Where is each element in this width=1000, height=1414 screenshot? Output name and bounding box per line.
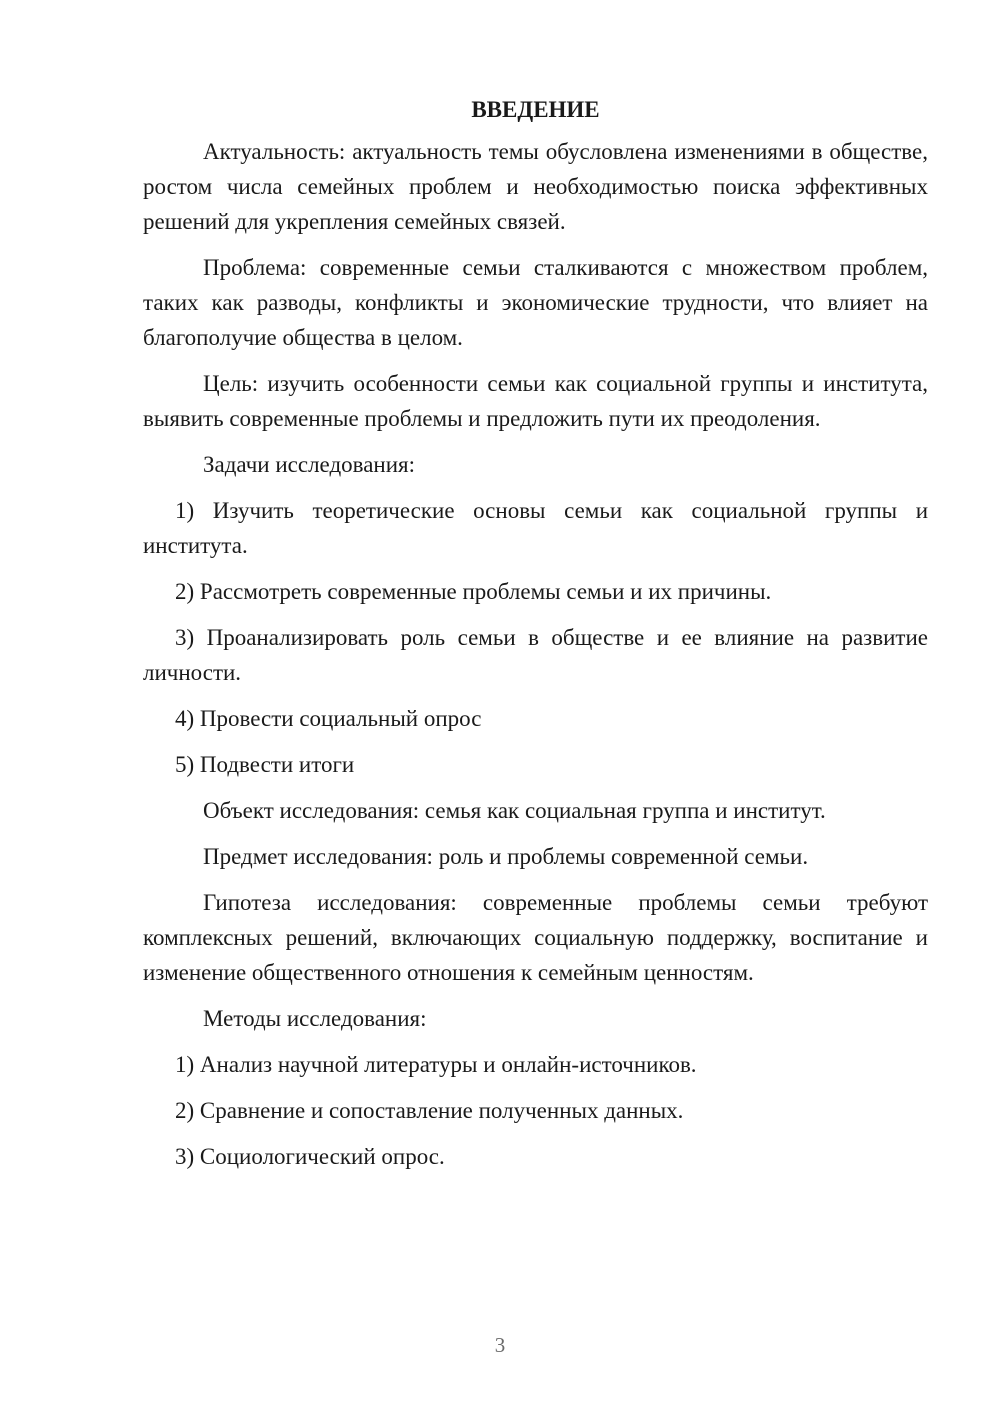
section-title: ВВЕДЕНИЕ [471,97,600,122]
relevance-paragraph: Актуальность: актуальность темы обусловлена изменениями в обществе, ростом числа семейных проблем и необходимостью поиска эффективных решений для укрепления семейных связей. [143,139,928,234]
task-item: 1) Изучить теоретические основы семьи как социальной группы и института. [143,498,928,558]
method-item: 1) Анализ научной литературы и онлайн-источников. [175,1052,697,1077]
task-item: 4) Провести социальный опрос [175,706,482,731]
problem-paragraph: Проблема: современные семьи сталкиваются с множеством проблем, таких как разводы, конфликты и экономические трудности, что влияет на благополучие общества в целом. [143,255,928,350]
method-item: 3) Социологический опрос. [175,1144,445,1169]
tasks-heading: Задачи исследования: [203,452,416,477]
method-item: 2) Сравнение и сопоставление полученных данных. [175,1098,684,1123]
page-number: 3 [494,1333,506,1357]
task-item: 3) Проанализировать роль семьи в обществе и ее влияние на развитие личности. [143,625,928,685]
methods-heading: Методы исследования: [203,1006,427,1031]
subject-paragraph: Предмет исследования: роль и проблемы современной семьи. [203,844,809,869]
task-item: 2) Рассмотреть современные проблемы семьи и их причины. [175,579,772,604]
goal-paragraph: Цель: изучить особенности семьи как социальной группы и института, выявить современные проблемы и предложить пути их преодоления. [143,371,928,431]
object-paragraph: Объект исследования: семья как социальная группа и институт. [203,798,826,823]
task-item: 5) Подвести итоги [175,752,355,777]
document-page [143,92,928,1185]
hypothesis-paragraph: Гипотеза исследования: современные проблемы семьи требуют комплексных решений, включающих социальную поддержку, воспитание и изменение общественного отношения к семейным ценностям. [143,890,928,985]
